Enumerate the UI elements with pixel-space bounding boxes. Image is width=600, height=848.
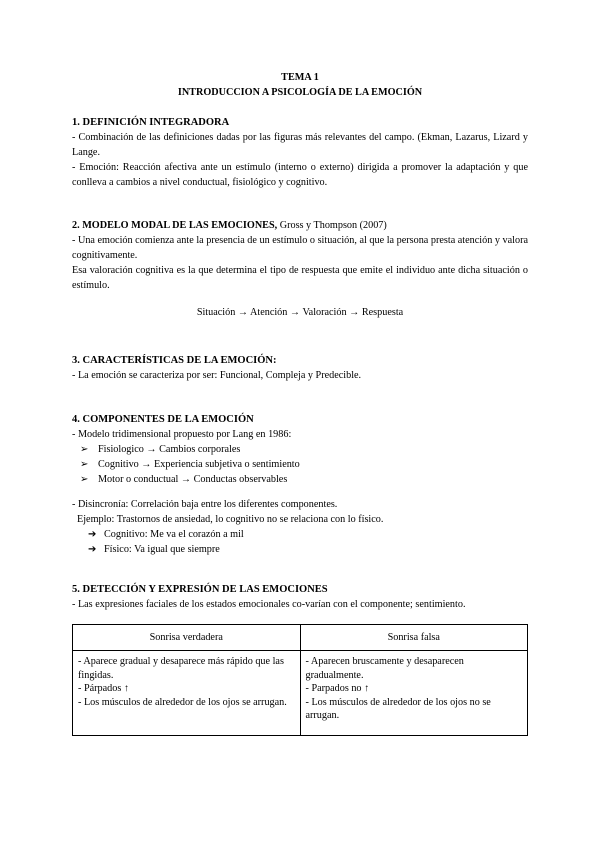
list-item-text: Cognitivo: Me va el corazón a mil [104,529,244,540]
paragraph: - Las expresiones faciales de los estados emocionales co-varían con el componente; sentimiento. [72,599,466,610]
cell-line: - Aparece gradual y desaparece más rápido que las fingidas. [78,656,284,681]
section-componentes [72,412,528,557]
process-flow: Situación → Atención → Valoración → Respuesta [196,307,404,318]
comparison-table [72,624,528,736]
table-cell [73,651,301,736]
component-list [72,442,528,487]
cell-line: - Parpados no ↑ [305,683,370,694]
cell-line: - Párpados ↑ [78,683,129,694]
list-item-text: Fisiologico → Cambios corporales [98,444,241,455]
table-header: Sonrisa verdadera [73,625,301,651]
list-item [72,457,528,472]
cell-line: - Los músculos de alrededor de los ojos se arrugan. [78,696,287,708]
document-page [72,70,528,736]
bullet-arrow-icon: ➢ [80,474,89,485]
list-item [72,442,528,457]
tema-label: TEMA 1 [281,72,319,83]
list-item-text: Cognitivo → Experiencia subjetiva o sentimiento [98,459,300,470]
bullet-arrow-icon: ➔ [88,529,97,540]
paragraph: - Una emoción comienza ante la presencia de un estímulo o situación, al que la persona presta atención y valora cognitivamente. [72,235,528,261]
example-list [72,527,528,557]
cell-line: - Aparecen bruscamente y desaparecen gradualmente. [305,656,464,681]
section-heading: 2. MODELO MODAL DE LAS EMOCIONES, [72,220,278,231]
example-line: Ejemplo: Trastornos de ansiedad, lo cognitivo no se relaciona con lo físico. [77,514,384,525]
list-item-text: Físico: Va igual que siempre [104,544,220,555]
list-item [72,527,528,542]
paragraph: - Emoción: Reacción afectiva ante un estímulo (interno o externo) dirigida a promover la adaptación y que conlleva a cambios a nivel conductual, fisiológico y cognitivo. [72,162,528,188]
cell-line: - Los músculos de alrededor de los ojos no se arrugan. [305,696,491,721]
section-caracteristicas [72,353,528,383]
section-modelo-modal [72,218,528,320]
paragraph: - Combinación de las definiciones dadas por las figuras más relevantes del campo. (Ekman, Lazarus, Lizard y Lange. [72,132,528,158]
paragraph: - Disincronía: Correlación baja entre los diferentes componentes. [72,499,338,510]
paragraph: Esa valoración cognitiva es la que determina el tipo de respuesta que emite el individuo ante dicha situación o estímulo. [72,265,528,291]
section-heading: 5. DETECCIÓN Y EXPRESIÓN DE LAS EMOCIONES [72,584,328,595]
bullet-arrow-icon: ➢ [80,459,89,470]
bullet-arrow-icon: ➢ [80,444,89,455]
paragraph: - La emoción se caracteriza por ser: Funcional, Compleja y Predecible. [72,370,362,381]
list-item [72,542,528,557]
paragraph: - Modelo tridimensional propuesto por Lang en 1986: [72,429,292,440]
table-header-row [73,625,528,651]
list-item-text: Motor o conductual → Conductas observables [98,474,288,485]
section-heading-line [72,218,528,233]
table-row [73,651,528,736]
document-title: INTRODUCCION A PSICOLOGÍA DE LA EMOCIÓN [177,87,423,98]
section-deteccion [72,582,528,736]
section-definicion [72,115,528,190]
section-heading: 3. CARACTERÍSTICAS DE LA EMOCIÓN: [72,355,277,366]
table-header: Sonrisa falsa [300,625,528,651]
list-item [72,472,528,487]
table-cell [300,651,528,736]
bullet-arrow-icon: ➔ [88,544,97,555]
section-heading: 4. COMPONENTES DE LA EMOCIÓN [72,414,254,425]
section-heading: 1. DEFINICIÓN INTEGRADORA [72,117,230,128]
section-authors: Gross y Thompson (2007) [277,220,387,231]
